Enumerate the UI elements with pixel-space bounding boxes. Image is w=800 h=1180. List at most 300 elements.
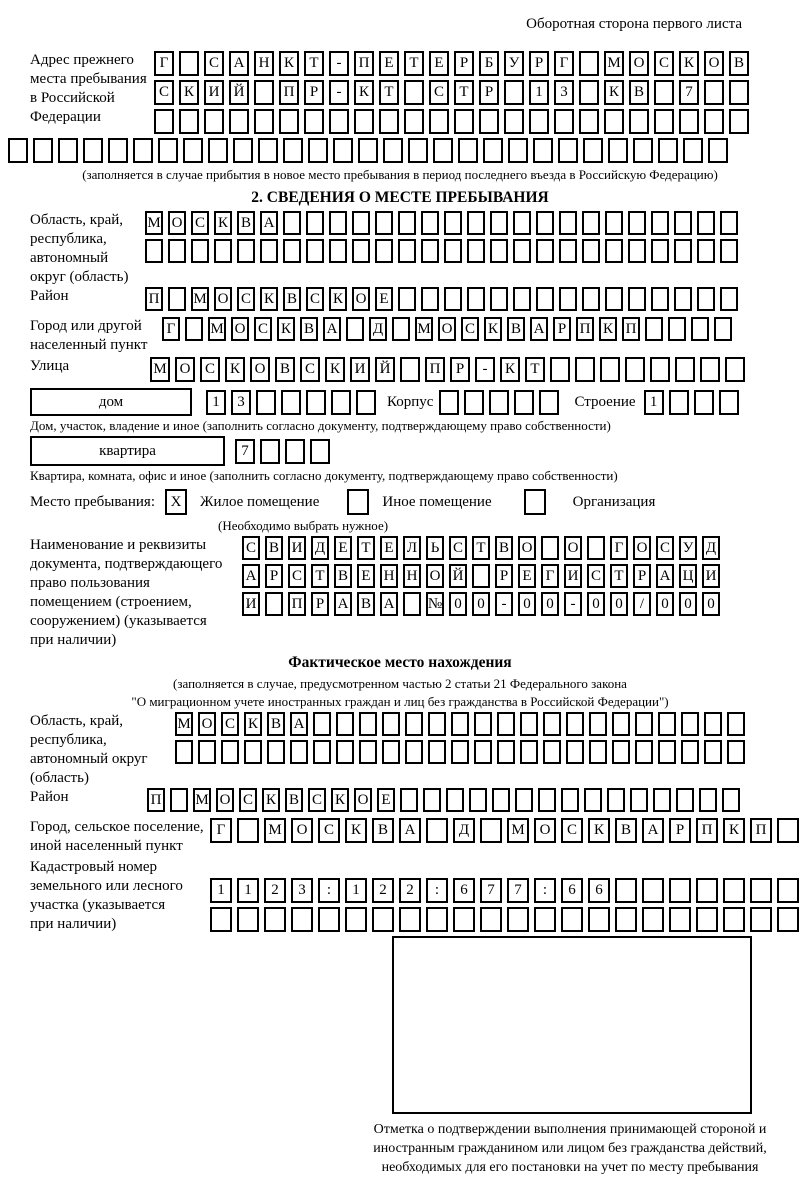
char-box[interactable]: М bbox=[415, 317, 433, 341]
char-box[interactable] bbox=[628, 211, 646, 235]
char-box[interactable]: О bbox=[168, 211, 186, 235]
char-box[interactable]: 3 bbox=[291, 878, 313, 903]
char-box[interactable] bbox=[356, 390, 376, 415]
char-box[interactable]: Р bbox=[529, 51, 549, 76]
char-box[interactable] bbox=[433, 138, 453, 163]
char-box[interactable]: Н bbox=[403, 564, 421, 588]
char-box[interactable] bbox=[554, 109, 574, 134]
char-box[interactable] bbox=[237, 907, 259, 932]
char-box[interactable]: С bbox=[449, 536, 467, 560]
char-box[interactable] bbox=[719, 390, 739, 415]
char-box[interactable]: - bbox=[329, 51, 349, 76]
char-box[interactable] bbox=[464, 390, 484, 415]
char-box[interactable] bbox=[704, 740, 722, 764]
char-box[interactable] bbox=[669, 907, 691, 932]
char-box[interactable]: Т bbox=[357, 536, 375, 560]
char-box[interactable]: 1 bbox=[644, 390, 664, 415]
char-box[interactable]: С bbox=[191, 211, 209, 235]
char-box[interactable] bbox=[605, 287, 623, 311]
char-box[interactable] bbox=[133, 138, 153, 163]
char-box[interactable] bbox=[33, 138, 53, 163]
char-box[interactable]: Д bbox=[453, 818, 475, 843]
char-box[interactable] bbox=[237, 818, 259, 843]
char-box[interactable] bbox=[426, 907, 448, 932]
char-box[interactable] bbox=[676, 788, 694, 812]
char-box[interactable]: 0 bbox=[702, 592, 720, 616]
char-box[interactable] bbox=[777, 818, 799, 843]
char-box[interactable]: Г bbox=[541, 564, 559, 588]
char-box[interactable]: О bbox=[704, 51, 724, 76]
char-box[interactable]: 0 bbox=[449, 592, 467, 616]
char-box[interactable] bbox=[514, 390, 534, 415]
cadastral-cells-1[interactable] bbox=[210, 878, 800, 903]
char-box[interactable] bbox=[405, 740, 423, 764]
char-box[interactable] bbox=[214, 239, 232, 263]
char-box[interactable]: С bbox=[254, 317, 272, 341]
char-box[interactable]: 7 bbox=[679, 80, 699, 105]
char-box[interactable] bbox=[221, 740, 239, 764]
char-box[interactable] bbox=[729, 109, 749, 134]
char-box[interactable] bbox=[359, 712, 377, 736]
apartment-type-box[interactable]: квартира bbox=[30, 436, 225, 466]
char-box[interactable] bbox=[254, 109, 274, 134]
char-box[interactable] bbox=[497, 712, 515, 736]
char-box[interactable] bbox=[191, 239, 209, 263]
char-box[interactable]: О bbox=[518, 536, 536, 560]
char-box[interactable]: Е bbox=[357, 564, 375, 588]
char-box[interactable] bbox=[669, 390, 689, 415]
char-box[interactable] bbox=[579, 80, 599, 105]
char-box[interactable] bbox=[428, 740, 446, 764]
char-box[interactable] bbox=[658, 712, 676, 736]
char-box[interactable]: С bbox=[221, 712, 239, 736]
char-box[interactable]: А bbox=[290, 712, 308, 736]
char-box[interactable] bbox=[372, 907, 394, 932]
char-box[interactable] bbox=[279, 109, 299, 134]
char-box[interactable] bbox=[558, 138, 578, 163]
char-box[interactable]: В bbox=[507, 317, 525, 341]
char-box[interactable] bbox=[426, 818, 448, 843]
char-box[interactable] bbox=[479, 109, 499, 134]
char-box[interactable]: Л bbox=[403, 536, 421, 560]
char-box[interactable]: К bbox=[604, 80, 624, 105]
char-box[interactable] bbox=[429, 109, 449, 134]
char-box[interactable] bbox=[446, 788, 464, 812]
char-box[interactable]: С bbox=[654, 51, 674, 76]
char-box[interactable]: П bbox=[288, 592, 306, 616]
char-box[interactable] bbox=[467, 239, 485, 263]
char-box[interactable] bbox=[750, 878, 772, 903]
char-box[interactable] bbox=[352, 239, 370, 263]
char-box[interactable] bbox=[642, 878, 664, 903]
char-box[interactable]: К bbox=[225, 357, 245, 382]
char-box[interactable] bbox=[561, 788, 579, 812]
char-box[interactable]: С bbox=[429, 80, 449, 105]
char-box[interactable]: Б bbox=[479, 51, 499, 76]
char-box[interactable] bbox=[398, 239, 416, 263]
char-box[interactable] bbox=[699, 788, 717, 812]
char-box[interactable]: Ц bbox=[679, 564, 697, 588]
cadastral-cells-2[interactable] bbox=[210, 907, 800, 932]
prev-address-row-2[interactable] bbox=[154, 80, 754, 105]
char-box[interactable] bbox=[520, 740, 538, 764]
char-box[interactable] bbox=[244, 740, 262, 764]
char-box[interactable] bbox=[158, 138, 178, 163]
char-box[interactable]: М bbox=[604, 51, 624, 76]
char-box[interactable] bbox=[566, 740, 584, 764]
char-box[interactable] bbox=[629, 109, 649, 134]
char-box[interactable] bbox=[543, 740, 561, 764]
char-box[interactable] bbox=[520, 712, 538, 736]
char-box[interactable] bbox=[582, 287, 600, 311]
char-box[interactable]: Т bbox=[472, 536, 490, 560]
char-box[interactable]: Т bbox=[404, 51, 424, 76]
char-box[interactable]: Е bbox=[375, 287, 393, 311]
char-box[interactable] bbox=[612, 740, 630, 764]
char-box[interactable]: И bbox=[288, 536, 306, 560]
char-box[interactable]: П bbox=[147, 788, 165, 812]
char-box[interactable] bbox=[444, 239, 462, 263]
char-box[interactable] bbox=[308, 138, 328, 163]
char-box[interactable] bbox=[421, 239, 439, 263]
char-box[interactable]: Г bbox=[210, 818, 232, 843]
char-box[interactable] bbox=[513, 239, 531, 263]
char-box[interactable] bbox=[694, 390, 714, 415]
char-box[interactable] bbox=[583, 138, 603, 163]
char-box[interactable]: У bbox=[504, 51, 524, 76]
char-box[interactable]: Е bbox=[429, 51, 449, 76]
char-box[interactable]: И bbox=[350, 357, 370, 382]
char-box[interactable]: № bbox=[426, 592, 444, 616]
char-box[interactable] bbox=[534, 907, 556, 932]
char-box[interactable]: Т bbox=[610, 564, 628, 588]
char-box[interactable] bbox=[472, 564, 490, 588]
char-box[interactable]: К bbox=[484, 317, 502, 341]
char-box[interactable]: А bbox=[260, 211, 278, 235]
char-box[interactable] bbox=[605, 239, 623, 263]
char-box[interactable] bbox=[233, 138, 253, 163]
char-box[interactable]: О bbox=[214, 287, 232, 311]
char-box[interactable] bbox=[154, 109, 174, 134]
char-box[interactable] bbox=[444, 287, 462, 311]
char-box[interactable]: К bbox=[244, 712, 262, 736]
char-box[interactable] bbox=[691, 317, 709, 341]
char-box[interactable] bbox=[267, 740, 285, 764]
char-box[interactable] bbox=[612, 712, 630, 736]
char-box[interactable]: 3 bbox=[231, 390, 251, 415]
char-box[interactable]: С bbox=[308, 788, 326, 812]
char-box[interactable]: : bbox=[534, 878, 556, 903]
char-box[interactable]: В bbox=[729, 51, 749, 76]
char-box[interactable] bbox=[398, 287, 416, 311]
char-box[interactable] bbox=[283, 239, 301, 263]
char-box[interactable] bbox=[480, 907, 502, 932]
char-box[interactable] bbox=[750, 907, 772, 932]
char-box[interactable] bbox=[513, 287, 531, 311]
char-box[interactable]: О bbox=[250, 357, 270, 382]
korpus-cells[interactable] bbox=[439, 390, 564, 415]
actual-region-cells-1[interactable] bbox=[175, 712, 750, 736]
char-box[interactable] bbox=[490, 211, 508, 235]
char-box[interactable]: А bbox=[656, 564, 674, 588]
char-box[interactable]: В bbox=[283, 287, 301, 311]
char-box[interactable] bbox=[628, 287, 646, 311]
char-box[interactable]: С bbox=[561, 818, 583, 843]
char-box[interactable]: Г bbox=[154, 51, 174, 76]
char-box[interactable] bbox=[375, 211, 393, 235]
char-box[interactable]: Р bbox=[265, 564, 283, 588]
char-box[interactable] bbox=[628, 239, 646, 263]
char-box[interactable] bbox=[541, 536, 559, 560]
char-box[interactable]: А bbox=[323, 317, 341, 341]
stamp-box[interactable] bbox=[392, 936, 752, 1114]
char-box[interactable] bbox=[651, 211, 669, 235]
char-box[interactable]: К bbox=[500, 357, 520, 382]
char-box[interactable]: Р bbox=[669, 818, 691, 843]
char-box[interactable]: 6 bbox=[561, 878, 583, 903]
char-box[interactable] bbox=[679, 109, 699, 134]
char-box[interactable] bbox=[654, 109, 674, 134]
char-box[interactable] bbox=[704, 712, 722, 736]
char-box[interactable]: С bbox=[200, 357, 220, 382]
char-box[interactable]: : bbox=[318, 878, 340, 903]
char-box[interactable] bbox=[490, 239, 508, 263]
char-box[interactable] bbox=[423, 788, 441, 812]
char-box[interactable] bbox=[331, 390, 351, 415]
char-box[interactable]: И bbox=[242, 592, 260, 616]
char-box[interactable] bbox=[729, 80, 749, 105]
char-box[interactable]: К bbox=[599, 317, 617, 341]
char-box[interactable]: 2 bbox=[399, 878, 421, 903]
char-box[interactable] bbox=[543, 712, 561, 736]
char-box[interactable]: А bbox=[399, 818, 421, 843]
char-box[interactable]: А bbox=[229, 51, 249, 76]
char-box[interactable]: 0 bbox=[541, 592, 559, 616]
char-box[interactable] bbox=[405, 712, 423, 736]
char-box[interactable] bbox=[588, 907, 610, 932]
char-box[interactable]: П bbox=[696, 818, 718, 843]
char-box[interactable] bbox=[329, 211, 347, 235]
char-box[interactable]: 1 bbox=[237, 878, 259, 903]
char-box[interactable]: С bbox=[587, 564, 605, 588]
char-box[interactable]: - bbox=[329, 80, 349, 105]
char-box[interactable]: 0 bbox=[656, 592, 674, 616]
char-box[interactable] bbox=[604, 109, 624, 134]
char-box[interactable]: А bbox=[380, 592, 398, 616]
char-box[interactable] bbox=[260, 439, 280, 464]
char-box[interactable]: П bbox=[622, 317, 640, 341]
char-box[interactable]: А bbox=[642, 818, 664, 843]
char-box[interactable] bbox=[538, 788, 556, 812]
char-box[interactable]: П bbox=[354, 51, 374, 76]
char-box[interactable]: Р bbox=[553, 317, 571, 341]
char-box[interactable] bbox=[237, 239, 255, 263]
char-box[interactable] bbox=[382, 740, 400, 764]
char-box[interactable]: С bbox=[288, 564, 306, 588]
char-box[interactable]: - bbox=[495, 592, 513, 616]
char-box[interactable] bbox=[285, 439, 305, 464]
char-box[interactable] bbox=[354, 109, 374, 134]
char-box[interactable] bbox=[318, 907, 340, 932]
char-box[interactable] bbox=[421, 211, 439, 235]
char-box[interactable]: Р bbox=[450, 357, 470, 382]
char-box[interactable] bbox=[653, 788, 671, 812]
char-box[interactable]: Н bbox=[254, 51, 274, 76]
char-box[interactable]: Т bbox=[304, 51, 324, 76]
char-box[interactable] bbox=[254, 80, 274, 105]
char-box[interactable] bbox=[608, 138, 628, 163]
char-box[interactable] bbox=[258, 138, 278, 163]
char-box[interactable]: 7 bbox=[507, 878, 529, 903]
char-box[interactable]: Г bbox=[162, 317, 180, 341]
char-box[interactable] bbox=[635, 712, 653, 736]
char-box[interactable]: В bbox=[265, 536, 283, 560]
char-box[interactable] bbox=[290, 740, 308, 764]
char-box[interactable] bbox=[306, 211, 324, 235]
char-box[interactable] bbox=[490, 287, 508, 311]
char-box[interactable]: П bbox=[145, 287, 163, 311]
char-box[interactable]: Р bbox=[479, 80, 499, 105]
char-box[interactable]: О bbox=[352, 287, 370, 311]
char-box[interactable] bbox=[336, 740, 354, 764]
char-box[interactable] bbox=[696, 878, 718, 903]
apartment-number-cells[interactable] bbox=[235, 439, 335, 464]
char-box[interactable] bbox=[175, 740, 193, 764]
char-box[interactable] bbox=[336, 712, 354, 736]
char-box[interactable] bbox=[722, 788, 740, 812]
char-box[interactable]: В bbox=[300, 317, 318, 341]
char-box[interactable]: О bbox=[231, 317, 249, 341]
char-box[interactable] bbox=[674, 287, 692, 311]
char-box[interactable] bbox=[480, 818, 502, 843]
char-box[interactable] bbox=[700, 357, 720, 382]
document-cells-3[interactable] bbox=[242, 592, 725, 616]
char-box[interactable] bbox=[398, 211, 416, 235]
char-box[interactable] bbox=[696, 907, 718, 932]
char-box[interactable] bbox=[575, 357, 595, 382]
char-box[interactable] bbox=[383, 138, 403, 163]
char-box[interactable] bbox=[458, 138, 478, 163]
char-box[interactable]: Ь bbox=[426, 536, 444, 560]
char-box[interactable] bbox=[185, 317, 203, 341]
char-box[interactable]: В bbox=[372, 818, 394, 843]
char-box[interactable] bbox=[681, 712, 699, 736]
char-box[interactable] bbox=[589, 740, 607, 764]
char-box[interactable]: М bbox=[145, 211, 163, 235]
char-box[interactable] bbox=[404, 80, 424, 105]
char-box[interactable] bbox=[304, 109, 324, 134]
char-box[interactable] bbox=[375, 239, 393, 263]
char-box[interactable] bbox=[358, 138, 378, 163]
char-box[interactable] bbox=[533, 138, 553, 163]
char-box[interactable] bbox=[675, 357, 695, 382]
char-box[interactable] bbox=[579, 109, 599, 134]
char-box[interactable] bbox=[198, 740, 216, 764]
char-box[interactable] bbox=[654, 80, 674, 105]
char-box[interactable] bbox=[260, 239, 278, 263]
char-box[interactable] bbox=[329, 109, 349, 134]
char-box[interactable]: М bbox=[507, 818, 529, 843]
char-box[interactable]: М bbox=[193, 788, 211, 812]
char-box[interactable]: О bbox=[175, 357, 195, 382]
city-cells[interactable] bbox=[162, 317, 737, 341]
char-box[interactable] bbox=[208, 138, 228, 163]
char-box[interactable] bbox=[513, 211, 531, 235]
char-box[interactable]: О bbox=[534, 818, 556, 843]
char-box[interactable] bbox=[550, 357, 570, 382]
char-box[interactable]: С bbox=[656, 536, 674, 560]
char-box[interactable]: С bbox=[306, 287, 324, 311]
char-box[interactable]: К bbox=[279, 51, 299, 76]
char-box[interactable] bbox=[428, 712, 446, 736]
char-box[interactable] bbox=[145, 239, 163, 263]
char-box[interactable] bbox=[539, 390, 559, 415]
char-box[interactable] bbox=[529, 109, 549, 134]
char-box[interactable]: П bbox=[750, 818, 772, 843]
char-box[interactable]: И bbox=[564, 564, 582, 588]
char-box[interactable]: О bbox=[426, 564, 444, 588]
char-box[interactable] bbox=[168, 287, 186, 311]
char-box[interactable] bbox=[559, 211, 577, 235]
char-box[interactable] bbox=[723, 878, 745, 903]
char-box[interactable]: Г bbox=[554, 51, 574, 76]
char-box[interactable] bbox=[392, 317, 410, 341]
char-box[interactable]: О bbox=[438, 317, 456, 341]
char-box[interactable]: К bbox=[331, 788, 349, 812]
char-box[interactable]: М bbox=[150, 357, 170, 382]
char-box[interactable] bbox=[183, 138, 203, 163]
char-box[interactable] bbox=[536, 211, 554, 235]
prev-address-row-1[interactable] bbox=[154, 51, 754, 76]
char-box[interactable] bbox=[453, 907, 475, 932]
char-box[interactable] bbox=[382, 712, 400, 736]
char-box[interactable]: Т bbox=[454, 80, 474, 105]
char-box[interactable] bbox=[650, 357, 670, 382]
char-box[interactable]: О bbox=[633, 536, 651, 560]
char-box[interactable]: 1 bbox=[206, 390, 226, 415]
char-box[interactable] bbox=[467, 211, 485, 235]
char-box[interactable]: М bbox=[208, 317, 226, 341]
char-box[interactable] bbox=[179, 51, 199, 76]
char-box[interactable] bbox=[399, 907, 421, 932]
char-box[interactable] bbox=[607, 788, 625, 812]
char-box[interactable]: М bbox=[191, 287, 209, 311]
char-box[interactable]: 7 bbox=[480, 878, 502, 903]
char-box[interactable] bbox=[536, 287, 554, 311]
char-box[interactable] bbox=[704, 80, 724, 105]
char-box[interactable] bbox=[359, 740, 377, 764]
region-cells-1[interactable] bbox=[145, 211, 743, 235]
char-box[interactable]: : bbox=[426, 878, 448, 903]
char-box[interactable]: К bbox=[214, 211, 232, 235]
char-box[interactable]: К bbox=[277, 317, 295, 341]
char-box[interactable]: 3 bbox=[554, 80, 574, 105]
actual-district-cells[interactable] bbox=[147, 788, 745, 812]
char-box[interactable] bbox=[306, 239, 324, 263]
char-box[interactable]: С bbox=[318, 818, 340, 843]
char-box[interactable] bbox=[589, 712, 607, 736]
char-box[interactable] bbox=[313, 712, 331, 736]
char-box[interactable]: / bbox=[633, 592, 651, 616]
char-box[interactable] bbox=[697, 239, 715, 263]
char-box[interactable] bbox=[582, 211, 600, 235]
char-box[interactable] bbox=[229, 109, 249, 134]
char-box[interactable] bbox=[421, 287, 439, 311]
char-box[interactable] bbox=[483, 138, 503, 163]
char-box[interactable]: К bbox=[354, 80, 374, 105]
char-box[interactable]: Й bbox=[229, 80, 249, 105]
char-box[interactable]: Н bbox=[380, 564, 398, 588]
